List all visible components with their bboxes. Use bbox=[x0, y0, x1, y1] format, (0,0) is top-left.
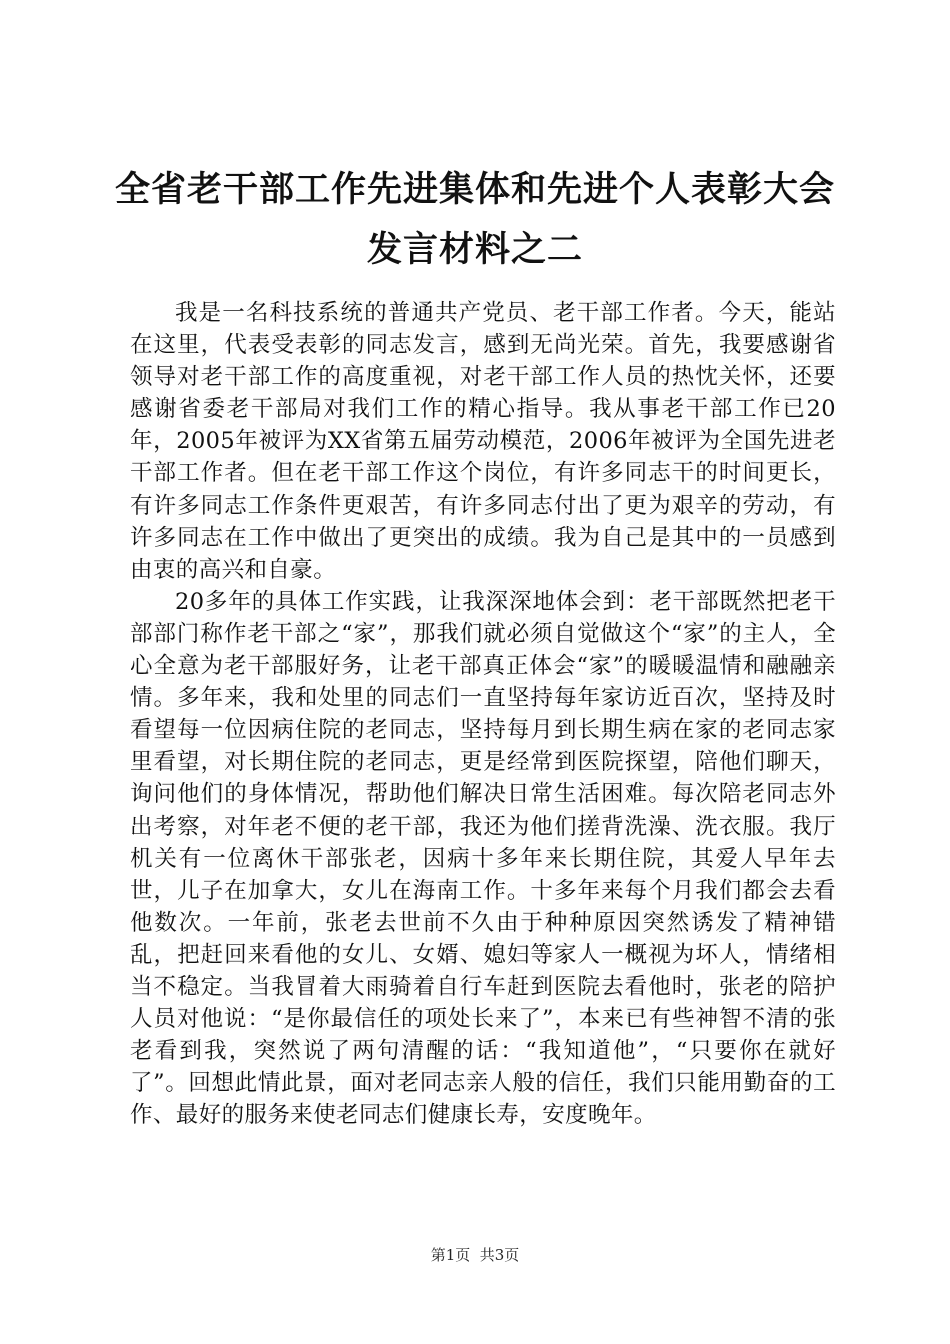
title-block bbox=[0, 160, 950, 280]
document-body bbox=[130, 297, 836, 1131]
paragraph-2: 20多年的具体工作实践，让我深深地体会到：老干部既然把老干部部门称作老干部之“家”，那我们就必须自觉做这个“家”的主人，全心全意为老干部服好务，让老干部真正体会“家”的暖暖温情和融融亲情。多年来，我和处里的同志们一直坚持每年家访近百次，坚持及时看望每一位因病住院的老同志，坚持每月到长期生病在家的老同志家里看望，对长期住院的老同志，更是经常到医院探望，陪他们聊天，询问他们的身体情况，帮助他们解决日常生活困难。每次陪老同志外出考察，对年老不便的老干部，我还为他们搓背洗澡、洗衣服。我厅机关有一位离休干部张老，因病十多年来长期住院，其爱人早年去世，儿子在加拿大，女儿在海南工作。十多年来每个月我们都会去看他数次。一年前，张老去世前不久由于种种原因突然诱发了精神错乱，把赶回来看他的女儿、女婿、媳妇等家人一概视为坏人，情绪相当不稳定。当我冒着大雨骑着自行车赶到医院去看他时，张老的陪护人员对他说：“是你最信任的项处长来了”，本来已有些神智不清的张老看到我，突然说了两句清醒的话：“我知道他”，“只要你在就好了”。回想此情此景，面对老同志亲人般的信任，我们只能用勤奋的工作、最好的服务来使老同志们健康长寿，安度晚年。 bbox=[130, 588, 836, 1129]
page-number-footer: 第1页 共3页 bbox=[430, 1246, 520, 1264]
document-title-line-2: 发言材料之二 bbox=[366, 230, 583, 270]
document-title-line-1: 全省老干部工作先进集体和先进个人表彰大会 bbox=[114, 170, 835, 210]
paragraph-1: 我是一名科技系统的普通共产党员、老干部工作者。今天，能站在这里，代表受表彰的同志发言，感到无尚光荣。首先，我要感谢省领导对老干部工作的高度重视，对老干部工作人员的热忱关怀，还要感谢省委老干部局对我们工作的精心指导。我从事老干部工作已20年，2005年被评为XX省第五届劳动模范，2006年被评为全国先进老干部工作者。但在老干部工作这个岗位，有许多同志干的时间更长，有许多同志工作条件更艰苦，有许多同志付出了更为艰辛的劳动，有许多同志在工作中做出了更突出的成绩。我为自己是其中的一员感到由衷的高兴和自豪。 bbox=[130, 300, 836, 583]
